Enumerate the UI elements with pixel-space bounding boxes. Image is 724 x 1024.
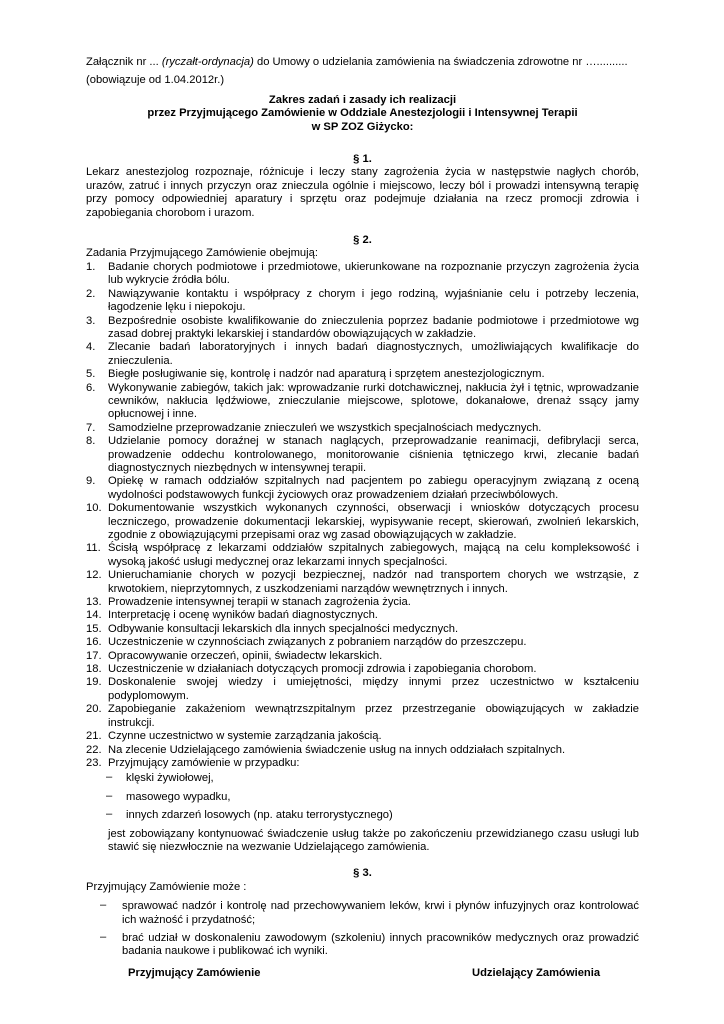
- dash-bullet-icon: –: [106, 789, 113, 802]
- list-item: 19. Doskonalenie swojej wiedzy i umiejętności, między innymi przez uczestnictwo w kształceniu podyplomowym.: [86, 676, 639, 702]
- list-item: – sprawować nadzór i kontrolę nad przechowywaniem leków, krwi i płynów infuzyjnych oraz kontrolować ich ważność i przydatność;: [100, 899, 639, 926]
- header-prefix: Załącznik nr ...: [86, 56, 162, 68]
- list-item: 7. Samodzielne przeprowadzanie znieczuleń we wszystkich specjalnościach medycznych.: [86, 421, 542, 434]
- section-1-text: Lekarz anestezjolog rozpoznaje, różnicuje i leczy stany zagrożenia życia w następstwie nagłych chorób, urazów, zatruć i innych przyczyn oraz znieczula ogólnie i miejscowo, leczy ból i prowadzi intensywną terapię przy pomocy odpowiedniej aparatury i sprzętu oraz podejmuje działania na rzecz promocji zdrowia i zapobiegania chorobom i urazom.: [86, 166, 639, 219]
- section-1-heading: § 1.: [353, 153, 372, 166]
- list-item: 5. Biegłe posługiwanie się, kontrolę i nadzór nad aparaturą i sprzętem anestezjologicznym.: [86, 368, 545, 381]
- validity-date: (obowiązuje od 1.04.2012r.): [86, 74, 225, 87]
- list-item: 3. Bezpośrednie osobiste kwalifikowanie do znieczulenia poprzez badanie podmiotowe i przedmiotowe wg zasad dobrej praktyki lekarskiej i standardów obowiązujących w zakładzie.: [86, 314, 639, 340]
- list-item: 17. Opracowywanie orzeczeń, opinii, świadectw lekarskich.: [86, 649, 383, 662]
- list-item: 16. Uczestniczenie w czynnościach związanych z pobraniem narządów do przeszczepu.: [86, 636, 527, 649]
- list-item: 23. Przyjmujący zamówienie w przypadku:: [86, 756, 300, 769]
- attachment-header: [86, 56, 639, 69]
- list-item: 1. Badanie chorych podmiotowe i przedmiotowe, ukierunkowane na rozpoznanie przyczyn zagrożenia życia lub wykrycie źródła bólu.: [86, 260, 639, 287]
- header-type: (ryczałt-ordynacja): [161, 56, 254, 68]
- list-item: 8. Udzielanie pomocy doraźnej w stanach naglących, przeprowadzanie reanimacji, defibrylacji serca, prowadzenie oddechu kontrolowanego, monitorowanie ciśnienia tętniczego krwi, zlecanie badań diagnostycznych niezbędnych w intensywnej terapii.: [86, 435, 639, 474]
- title-line-2: przez Przyjmującego Zamówienie w Oddziale Anestezjologii i Intensywnej Terapii: [147, 107, 578, 120]
- section-3-intro: Przyjmujący Zamówienie może :: [86, 880, 247, 893]
- dash-bullet-icon: –: [100, 930, 107, 943]
- signature-client: Udzielający Zamówienia: [472, 966, 601, 979]
- list-item: – innych zdarzeń losowych (np. ataku terrorystycznego): [106, 808, 393, 822]
- list-item: 10. Dokumentowanie wszystkich wykonanych czynności, obserwacji i wniosków dotyczących procesu leczniczego, prowadzenie dokumentacji lekarskiej, wypisywanie recept, skierowań, zwolnień lekarskich, zgodnie z obowiązującymi przepisami oraz wg zasad obowiązujących w zakładzie.: [86, 502, 639, 541]
- section-2-list: [86, 261, 639, 770]
- cases-tail-text: jest zobowiązany kontynuować świadczenie usług także po zakończeniu przewidzianego czasu usługi lub stawić się niezwłocznie na wezwanie Udzielającego zamówienia.: [108, 827, 639, 853]
- list-item: 15. Odbywanie konsultacji lekarskich dla innych specjalności medycznych.: [86, 622, 459, 635]
- dash-bullet-icon: –: [106, 808, 113, 821]
- list-item: 12. Unieruchamianie chorych w pozycji bezpiecznej, nadzór nad transportem chorych we wstrząsie, z krwotokiem, nieprzytomnych, z uszkodzeniami narządów wewnętrznych i innych.: [86, 569, 639, 595]
- section-2-intro: Zadania Przyjmującego Zamówienie obejmują:: [86, 247, 318, 260]
- title-line-1: Zakres zadań i zasady ich realizacji: [268, 93, 457, 106]
- document-title: [86, 94, 639, 134]
- list-item: 13. Prowadzenie intensywnej terapii w stanach zagrożenia życia.: [86, 596, 411, 609]
- list-item: 9. Opiekę w ramach oddziałów szpitalnych nad pacjentem po zabiegu operacyjnym związaną z oceną wydolności podstawowych funkcji życiowych oraz prowadzeniem działań przeciwbólowych.: [86, 475, 639, 501]
- signature-contractor: Przyjmujący Zamówienie: [128, 966, 261, 979]
- dash-bullet-icon: –: [100, 899, 107, 912]
- section-3-heading: § 3.: [353, 867, 372, 880]
- list-item: 18. Uczestniczenie w działaniach dotyczących promocji zdrowia i zapobiegania chorobom.: [86, 663, 537, 676]
- signature-block: [86, 967, 639, 983]
- list-item: 14. Interpretację i ocenę wyników badań diagnostycznych.: [86, 609, 378, 622]
- section-2-heading: § 2.: [353, 234, 372, 247]
- section-3-list: [86, 900, 639, 959]
- list-item: – masowego wypadku,: [106, 789, 231, 803]
- list-item: 4. Zlecanie badań laboratoryjnych i innych badań diagnostycznych, umożliwiających kwalifikacje do znieczulenia.: [86, 341, 639, 367]
- dash-bullet-icon: –: [106, 771, 113, 784]
- list-item: 22. Na zlecenie Udzielającego zamówienia świadczenie usług na innych oddziałach szpitalnych.: [86, 743, 566, 756]
- list-item: 11. Ścisłą współpracę z lekarzami oddziałów szpitalnych zabiegowych, mającą na celu kompleksowość i wysoką jakość usługi medycznej oraz lekarzami innych specjalności.: [86, 542, 639, 568]
- list-item: 20. Zapobieganie zakażeniom wewnątrzszpitalnym przez przestrzeganie obowiązujących w zakładzie instrukcji.: [86, 703, 639, 729]
- list-item: – brać udział w doskonaleniu zawodowym (szkoleniu) innych pracowników medycznych oraz prowadzić badania naukowe i publikować ich wyniki.: [100, 930, 639, 958]
- list-item: – klęski żywiołowej,: [106, 771, 214, 785]
- list-item: 21. Czynne uczestnictwo w systemie zarządzania jakością.: [86, 730, 382, 743]
- header-suffix: do Umowy o udzielania zamówienia na świadczenia zdrowotne nr …..........: [253, 56, 628, 68]
- case-list: [86, 772, 639, 822]
- list-item: 2. Nawiązywanie kontaktu i współpracy z chorym i jego rodziną, wyjaśnianie celu i potrzeby leczenia, łagodzenie lęku i niepokoju.: [86, 287, 639, 314]
- document-page: [86, 56, 639, 983]
- title-line-3: w SP ZOZ Giżycko:: [311, 120, 414, 133]
- list-item: 6. Wykonywanie zabiegów, takich jak: wprowadzanie rurki dotchawicznej, nakłucia żył i tętnic, wprowadzanie cewników, nakłucia lędźwiowe, znieczulanie miejscowe, splotowe, dokanałowe, drenaż ssący jamy opłucnowej i inne.: [86, 381, 639, 421]
